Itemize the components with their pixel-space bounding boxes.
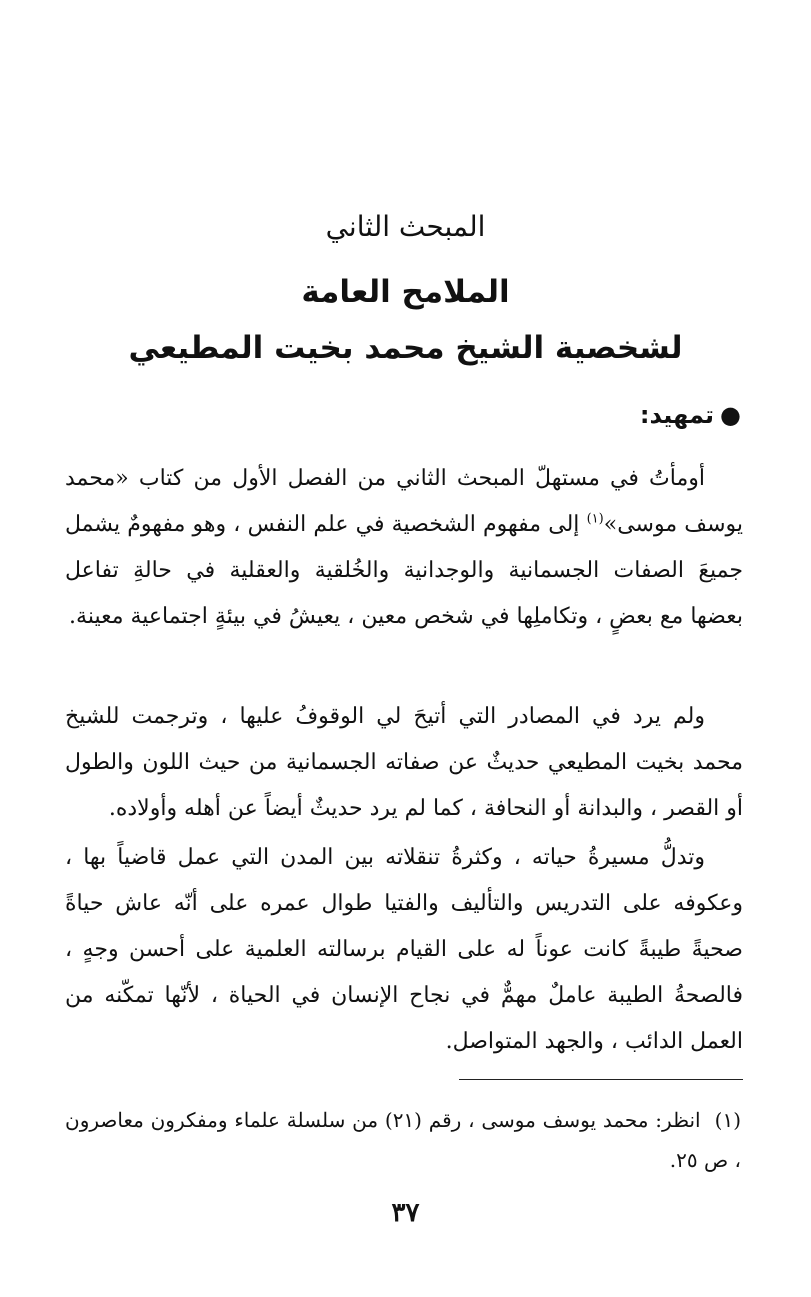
paragraph-2: ولم يرد في المصادر التي أتيحَ لي الوقوفُ عليها ، وترجمت للشيخ محمد بخيت المطيعي حديثٌ عن صفاته الجسمانية من حيث اللون والطول أو القصر ، والبدانة أو النحافة ، كما لم يرد حديثٌ أيضاً عن أهله وأولاده. (65, 704, 743, 821)
chapter-title-line-1: الملامح العامة (301, 274, 510, 310)
footnote (65, 1100, 741, 1180)
footnote-number: (١) (714, 1108, 741, 1132)
footnote-divider (459, 1079, 743, 1080)
section-label: المبحث الثاني (325, 210, 486, 243)
paragraph-1-rest: إلى مفهوم الشخصية في علم النفس ، وهو مفهومٌ يشمل جميعَ الصفات الجسمانية والوجدانية والخُلقية والعقلية في حالةِ تفاعل بعضها مع بعضٍ ، وتكاملِها في شخص معين ، يعيشُ في بيئةٍ اجتماعية معينة. (65, 512, 743, 629)
paragraph-1 (65, 456, 743, 640)
footnote-text: انظر: محمد يوسف موسى ، رقم (٢١) من سلسلة علماء ومفكرون معاصرون ، ص ٢٥. (65, 1108, 741, 1172)
page-number: ٣٧ (391, 1198, 420, 1228)
intro-heading-text: تمهيد: (639, 401, 715, 429)
paragraph-3: وتدلُّ مسيرةُ حياته ، وكثرةُ تنقلاته بين المدن التي عمل قاضياً بها ، وعكوفه على التدريس والتأليف والفتيا طوال عمره على أنّه عاش حياةً صحيةً طيبةً كانت عوناً له على القيام برسالته العلمية على أحسن وجهٍ ، فالصحةُ الطيبة عاملٌ مهمٌّ في نجاح الإنسان في الحياة ، لأنّها تمكّنه من العمل الدائب ، والجهد المتواصل. (65, 845, 743, 1054)
bullet-icon: ● (720, 401, 741, 429)
chapter-title-line-2: لشخصية الشيخ محمد بخيت المطيعي (128, 330, 683, 366)
intro-heading (640, 401, 741, 429)
paragraph-1-start: أومأتُ في مستهلّ المبحث الثاني من الفصل الأول من كتاب «محمد يوسف موسى» (65, 466, 743, 537)
footnote-reference[interactable]: (١) (586, 511, 604, 527)
